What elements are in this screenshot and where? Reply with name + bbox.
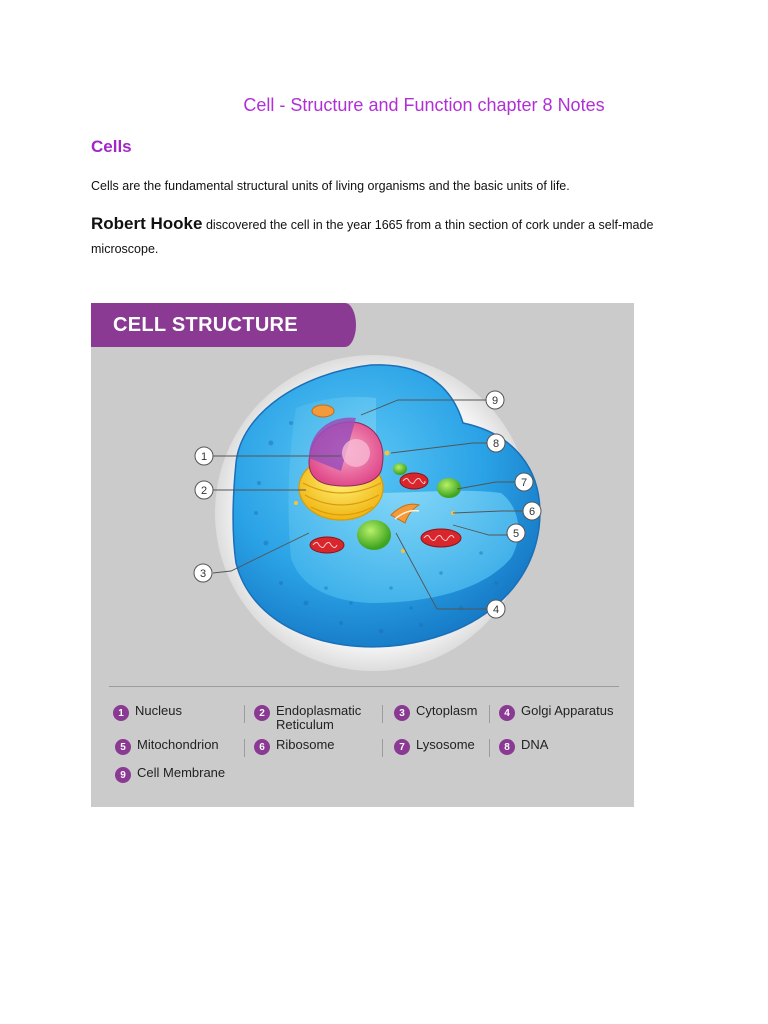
legend-label: Cell Membrane (137, 765, 226, 780)
callout-7 (515, 473, 533, 491)
robert-hooke-name: Robert Hooke (91, 214, 203, 233)
callout-2 (195, 481, 213, 499)
vesicle-top (312, 405, 334, 417)
legend-number: 8 (499, 739, 515, 755)
legend-label: Nucleus (135, 703, 182, 718)
paragraph-cells-definition: Cells are the fundamental structural units of living organisms and the basic units of life. (91, 179, 570, 193)
legend-item-endoplasmatic-reticulum (254, 704, 372, 732)
legend-item-nucleus (113, 704, 182, 721)
legend-separator (489, 705, 490, 723)
legend-number: 9 (115, 767, 131, 783)
legend-number: 4 (499, 705, 515, 721)
cell-structure-figure (91, 303, 634, 807)
legend-label: DNA (521, 737, 549, 752)
legend-number: 6 (254, 739, 270, 755)
callout-9-label: 9 (491, 395, 499, 407)
callout-8 (487, 434, 505, 452)
legend-item-dna (499, 738, 548, 755)
section-heading-cells: Cells (91, 137, 132, 156)
legend-label: Golgi Apparatus (521, 703, 614, 718)
legend-separator (244, 705, 245, 723)
callout-2-label: 2 (200, 485, 208, 497)
legend-separator (382, 739, 383, 757)
legend-label: Mitochondrion (137, 737, 219, 752)
callout-7-label: 7 (520, 477, 528, 489)
legend-label: Cytoplasm (416, 703, 478, 718)
legend-separator (382, 705, 383, 723)
legend-item-cell-membrane (115, 766, 225, 783)
legend-separator (244, 739, 245, 757)
callout-6 (523, 502, 541, 520)
banner-title: CELL STRUCTURE (113, 314, 298, 336)
callout-1-label: 1 (200, 451, 208, 463)
callout-6-label: 6 (528, 506, 536, 518)
legend-label: Ribosome (276, 737, 335, 752)
page-title: Cell - Structure and Function chapter 8 Notes (243, 95, 605, 115)
callout-4-label: 4 (492, 604, 500, 616)
legend-item-cytoplasm (394, 704, 477, 721)
callout-5-label: 5 (512, 528, 520, 540)
callout-3 (194, 564, 212, 582)
legend-number: 3 (394, 705, 410, 721)
callout-5 (507, 524, 525, 542)
callout-8-label: 8 (492, 438, 500, 450)
callout-9 (486, 391, 504, 409)
legend-divider (109, 686, 619, 687)
legend-item-ribosome (254, 738, 335, 755)
legend-number: 5 (115, 739, 131, 755)
callout-1 (195, 447, 213, 465)
legend-label: Endoplasmatic Reticulum (276, 703, 362, 732)
paragraph-robert-hooke (91, 212, 691, 261)
callout-4 (487, 600, 505, 618)
legend-item-lysosome (394, 738, 475, 755)
nucleolus (342, 439, 370, 467)
legend-number: 1 (113, 705, 129, 721)
legend-item-golgi-apparatus (499, 704, 614, 721)
legend-item-mitochondrion (115, 738, 219, 755)
legend-number: 2 (254, 705, 270, 721)
legend-number: 7 (394, 739, 410, 755)
robert-hooke-text: discovered the cell in the year 1665 from a thin section of cork under a self-made microscope. (91, 218, 654, 256)
callout-3-label: 3 (199, 568, 207, 580)
legend-separator (489, 739, 490, 757)
legend-label: Lysosome (416, 737, 475, 752)
